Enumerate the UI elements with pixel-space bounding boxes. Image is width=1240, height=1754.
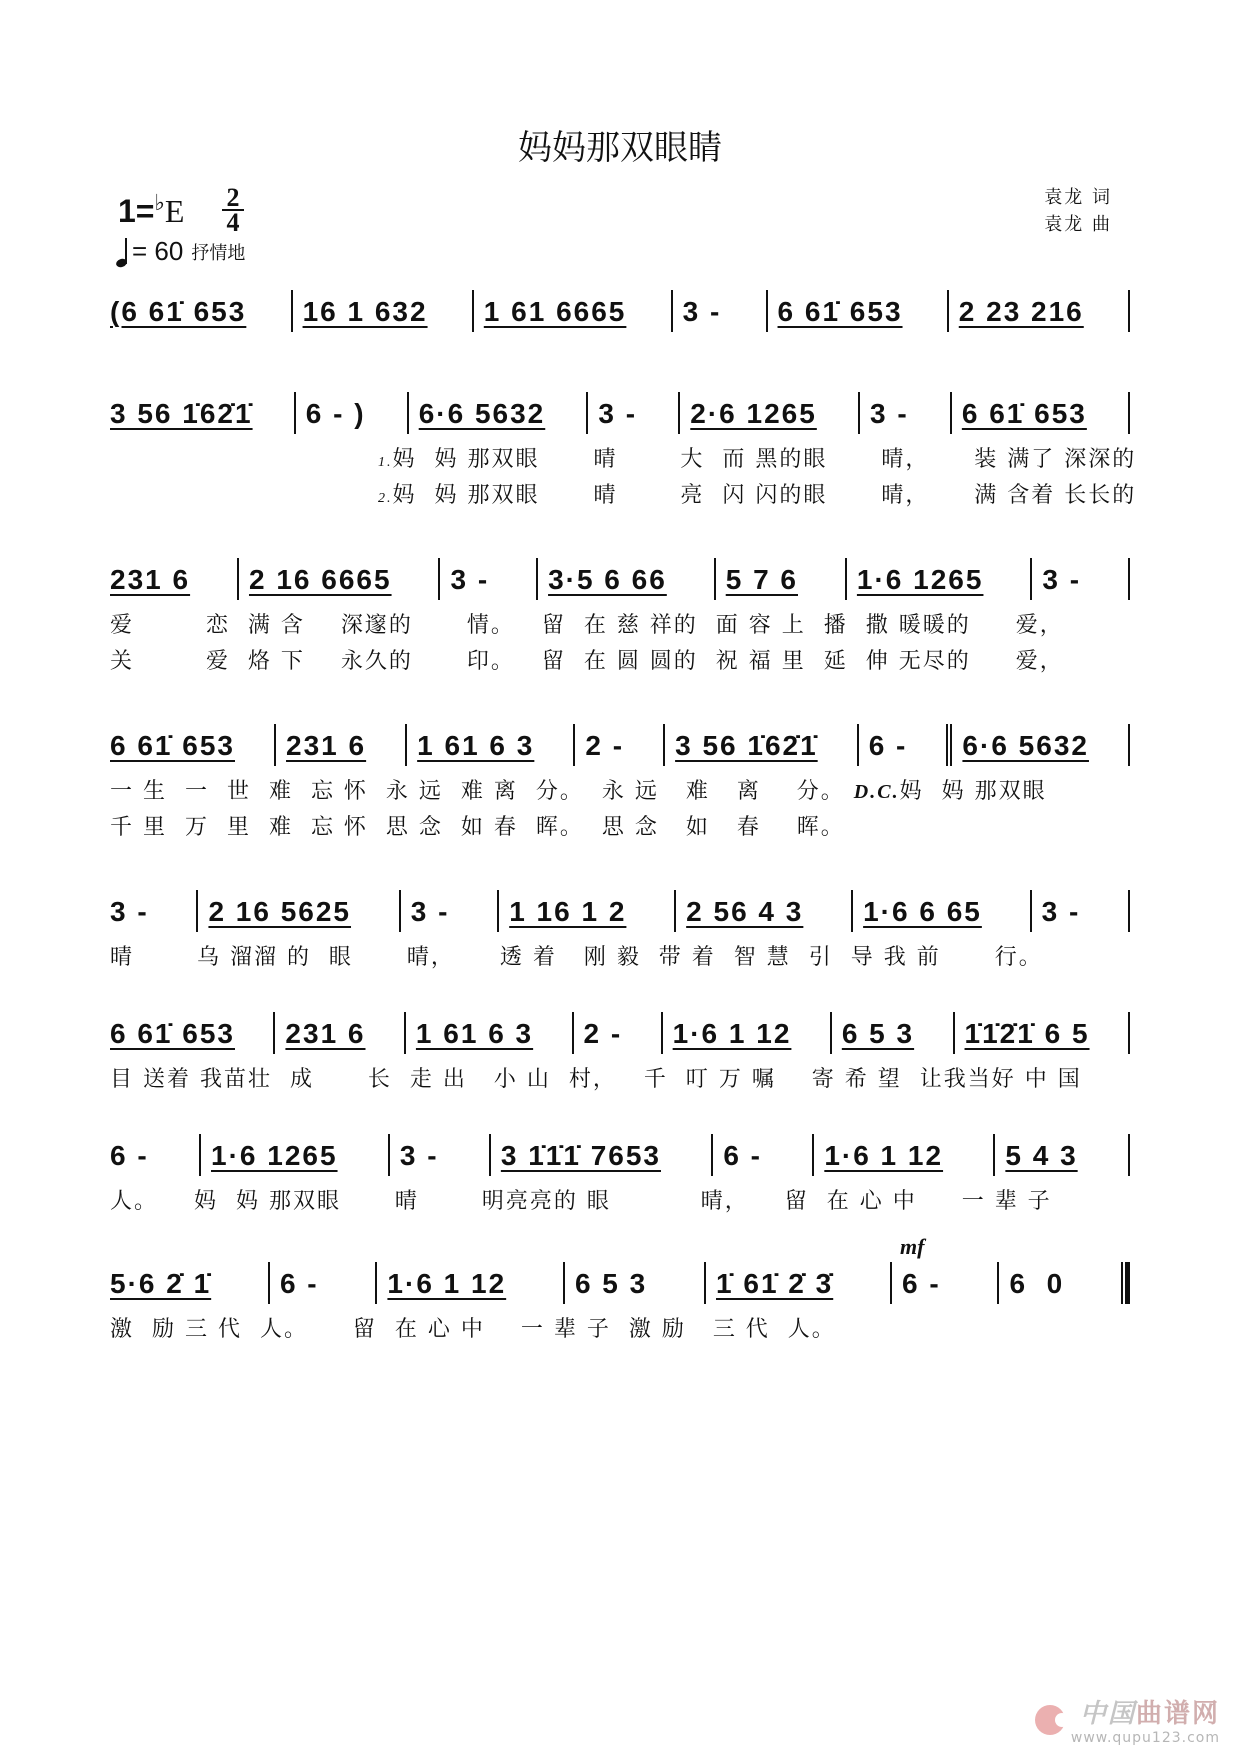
qupu-logo-icon xyxy=(1035,1705,1065,1735)
measure: (6 61̇ 653 xyxy=(110,296,247,327)
measure: 3 - xyxy=(682,296,722,327)
credits xyxy=(1044,184,1112,238)
time-bottom: 4 xyxy=(226,208,240,237)
measure: 5 4 3 xyxy=(1005,1140,1078,1171)
measure: 1 61 6665 xyxy=(483,296,627,327)
measure: 1 61 6 3 xyxy=(415,1018,534,1049)
watermark xyxy=(1035,1693,1220,1746)
score-title: 妈妈那双眼睛 xyxy=(518,128,722,168)
lyric-text: 晴 乌 溜溜 的 眼 晴， 透 着 刚 毅 带 着 智 慧 引 导 我 前 行。 xyxy=(110,945,1043,970)
score-line-2 xyxy=(110,392,1137,514)
dc-marking: D.C. xyxy=(853,781,900,803)
measure: 6 61̇ 653 xyxy=(961,398,1087,429)
flat-icon: ♭ xyxy=(154,190,165,215)
measure: 6 - xyxy=(279,1268,319,1299)
measure: 2 16 5625 xyxy=(208,896,352,927)
measure: 3 1̇1̇1̇ 7653 xyxy=(500,1140,661,1171)
time-signature xyxy=(222,183,244,237)
measure: 6 - xyxy=(902,1268,941,1299)
lyric-text: 爱 恋 满 含 深邃的 情。 留 在 慈 祥的 面 容 上 播 撒 暖暖的 爱， xyxy=(110,613,1064,638)
verse-number: 2. xyxy=(378,491,393,506)
lyric-text: 妈 妈 那双眼 xyxy=(899,779,1047,804)
lyric-text: 千 里 万 里 难 忘 怀 思 念 如 春 晖。 思 念 如 春 晖。 xyxy=(110,815,845,840)
measure: 2 56 4 3 xyxy=(686,896,804,927)
lyric-verse-1 xyxy=(110,442,1137,478)
time-top: 2 xyxy=(226,183,240,212)
expression-mark: 抒情地 xyxy=(191,243,246,263)
measure: 6 - ) xyxy=(305,398,366,429)
score-line-4 xyxy=(110,724,1130,846)
lyric-text: 人。 妈 妈 那双眼 晴 明亮亮的 眼 晴， 留 在 心 中 一 辈 子 xyxy=(110,1189,1052,1214)
measure: 2 23 216 xyxy=(958,296,1084,327)
lyric-verse-2 xyxy=(110,478,1137,514)
score-line-7 xyxy=(110,1134,1130,1220)
verse-number: 1. xyxy=(378,455,393,470)
lyric-text: 目 送着 我苗壮 成 长 走 出 小 山 村， 千 叮 万 嘱 寄 希 望 让我当好 中 国 xyxy=(110,1067,1082,1092)
key-prefix: 1= xyxy=(118,193,155,229)
measure: 3 - xyxy=(1041,896,1081,927)
measure: 1̇1̇2̇1̇ 6 5 xyxy=(964,1018,1090,1049)
measure: 6 61̇ 653 xyxy=(110,730,235,761)
lyric-line xyxy=(110,1184,1130,1220)
measure: 6·6 5632 xyxy=(418,398,546,429)
measure: 2 - xyxy=(585,730,625,761)
measure: 6 - xyxy=(723,1140,762,1171)
measure: 6 5 3 xyxy=(841,1018,915,1049)
key-signature xyxy=(118,190,184,230)
measure: 6 61̇ 653 xyxy=(777,296,903,327)
measure: 5 7 6 xyxy=(725,564,798,595)
lyric-verse-2 xyxy=(110,810,1130,846)
measure: 3·5 6 66 xyxy=(548,564,667,595)
quarter-note-icon xyxy=(116,239,126,267)
tempo-marking xyxy=(116,236,245,267)
key-note: E xyxy=(164,193,185,229)
measure: 231 6 xyxy=(285,1018,366,1049)
measure: 6 - xyxy=(868,730,908,761)
measure: 1·6 1265 xyxy=(856,564,984,595)
measure: 16 1 632 xyxy=(302,296,428,327)
watermark-name-b: 曲谱网 xyxy=(1135,1699,1220,1729)
lyric-line xyxy=(110,940,1130,976)
watermark-url: www.qupu123.com xyxy=(1070,1730,1220,1746)
measure: 1 61 6 3 xyxy=(417,730,535,761)
lyric-text: 关 爱 烙 下 永久的 印。 留 在 圆 圆的 祝 福 里 延 伸 无尽的 爱， xyxy=(110,649,1064,674)
lyricist: 袁龙 词 xyxy=(1044,187,1112,208)
lyric-text: 妈 妈 那双眼 晴 亮 闪 闪的眼 晴， 满 含着 长长的 xyxy=(392,483,1137,508)
measure: 3 - xyxy=(450,564,490,595)
lyric-text: 一 生 一 世 难 忘 怀 永 远 难 离 分。 永 远 难 离 分。 xyxy=(110,779,845,804)
lyric-verse-1 xyxy=(110,608,1130,644)
measure: 3 - xyxy=(410,896,450,927)
measure: 3 - xyxy=(598,398,638,429)
measure: 3 56 1̇62̇1̇ xyxy=(110,398,253,429)
score-line-6 xyxy=(110,1012,1130,1098)
measure: 1·6 1 12 xyxy=(672,1018,792,1049)
measure: 1·6 1 12 xyxy=(387,1268,507,1299)
lyric-verse-2 xyxy=(110,644,1130,680)
tempo-value: = 60 xyxy=(132,236,184,266)
measure: 5·6 2̇ 1̇ xyxy=(110,1268,212,1299)
measure: 2·6 1265 xyxy=(690,398,817,429)
measure: 6 5 3 xyxy=(574,1268,648,1299)
measure: 2 - xyxy=(583,1018,623,1049)
measure: 1 16 1 2 xyxy=(509,896,627,927)
lyric-line xyxy=(110,1062,1130,1098)
measure: 1·6 1265 xyxy=(211,1140,338,1171)
lyric-line xyxy=(110,1312,1130,1348)
watermark-name-a: 中国 xyxy=(1079,1699,1136,1729)
measure: 1̇ 61̇ 2̇ 3̇ xyxy=(716,1268,834,1299)
measure: 231 6 xyxy=(286,730,367,761)
measure: 2 16 6665 xyxy=(248,564,392,595)
score-line-8 xyxy=(110,1234,1130,1348)
lyric-verse-1 xyxy=(110,774,1130,810)
measure: 6 - xyxy=(110,1140,149,1171)
measure: 3 - xyxy=(870,398,909,429)
measure: 6·6 5632 xyxy=(962,730,1089,761)
dynamic-mark: mf xyxy=(900,1234,925,1259)
composer: 袁龙 曲 xyxy=(1044,214,1112,235)
measure: 3 56 1̇62̇1̇ xyxy=(675,730,818,761)
measure: 3 - xyxy=(399,1140,439,1171)
measure: 3 - xyxy=(110,896,149,927)
measure: 6 61̇ 653 xyxy=(110,1018,235,1049)
measure: 3 - xyxy=(1042,564,1082,595)
score-line-5 xyxy=(110,890,1130,976)
measure: 1·6 1 12 xyxy=(824,1140,944,1171)
lyric-text: 妈 妈 那双眼 晴 大 而 黑的眼 晴， 装 满了 深深的 xyxy=(392,447,1137,472)
score-line-1 xyxy=(110,290,1130,340)
measure: 6 0 xyxy=(1009,1268,1065,1299)
measure: 231 6 xyxy=(110,564,191,595)
measure: 1·6 6 65 xyxy=(863,896,982,927)
lyric-text: 激 励 三 代 人。 留 在 心 中 一 辈 子 激 励 三 代 人。 xyxy=(110,1317,836,1342)
score-line-3 xyxy=(110,558,1130,680)
